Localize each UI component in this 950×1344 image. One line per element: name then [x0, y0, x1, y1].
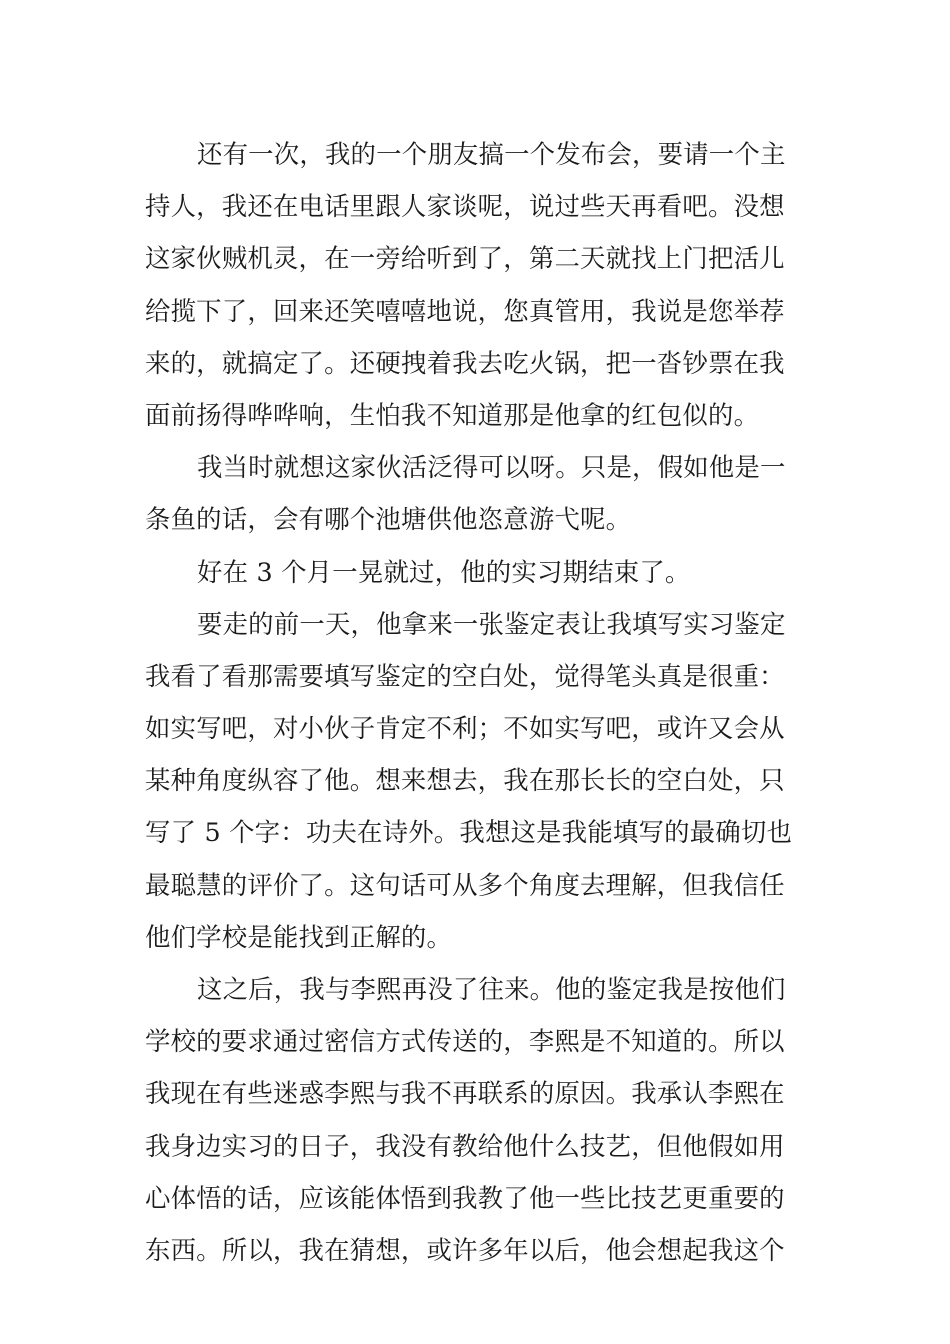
text-line: 条鱼的话，会有哪个池塘供他恣意游弋呢。 — [145, 504, 632, 535]
text-line: 我身边实习的日子，我没有教给他什么技艺，但他假如用 — [145, 1130, 785, 1161]
text-line: 这之后，我与李熙再没了往来。他的鉴定我是按他们 — [197, 974, 786, 1004]
text-line: 最聪慧的评价了。这句话可从多个角度去理解，但我信任 — [145, 869, 785, 900]
body-text — [145, 128, 810, 1276]
text-line: 写了 5 个字：功夫在诗外。我想这是我能填写的最确切也 — [145, 817, 793, 848]
text-line: 持人，我还在电话里跟人家谈呢，说过些天再看吧。没想 — [145, 191, 785, 222]
text-line: 心体悟的话，应该能体悟到我教了他一些比技艺更重要的 — [145, 1182, 785, 1213]
text-line: 我现在有些迷惑李熙与我不再联系的原因。我承认李熙在 — [145, 1078, 785, 1109]
text-line: 某种角度纵容了他。想来想去，我在那长长的空白处，只 — [145, 765, 785, 796]
text-line: 学校的要求通过密信方式传送的，李熙是不知道的。所以 — [145, 1026, 785, 1057]
text-line: 来的，就搞定了。还硬拽着我去吃火锅，把一沓钞票在我 — [145, 347, 785, 378]
text-line: 我当时就想这家伙活泛得可以呀。只是，假如他是一 — [197, 452, 786, 483]
text-line: 好在 3 个月一晃就过，他的实习期结束了。 — [197, 556, 691, 587]
text-line: 面前扬得哗哗响，生怕我不知道那是他拿的红包似的。 — [145, 399, 760, 430]
text-line: 我看了看那需要填写鉴定的空白处，觉得笔头真是很重： — [145, 660, 785, 691]
text-line: 这家伙贼机灵，在一旁给听到了，第二天就找上门把活儿 — [145, 243, 785, 274]
text-line: 他们学校是能找到正解的。 — [145, 921, 453, 952]
text-line: 还有一次，我的一个朋友搞一个发布会，要请一个主 — [197, 139, 786, 169]
text-line: 东西。所以，我在猜想，或许多年以后，他会想起我这个 — [145, 1234, 785, 1265]
text-line: 给揽下了，回来还笑嘻嘻地说，您真管用，我说是您举荐 — [145, 295, 785, 326]
text-line: 如实写吧，对小伙子肯定不利；不如实写吧，或许又会从 — [145, 713, 785, 744]
text-line: 要走的前一天，他拿来一张鉴定表让我填写实习鉴定 — [197, 608, 786, 639]
